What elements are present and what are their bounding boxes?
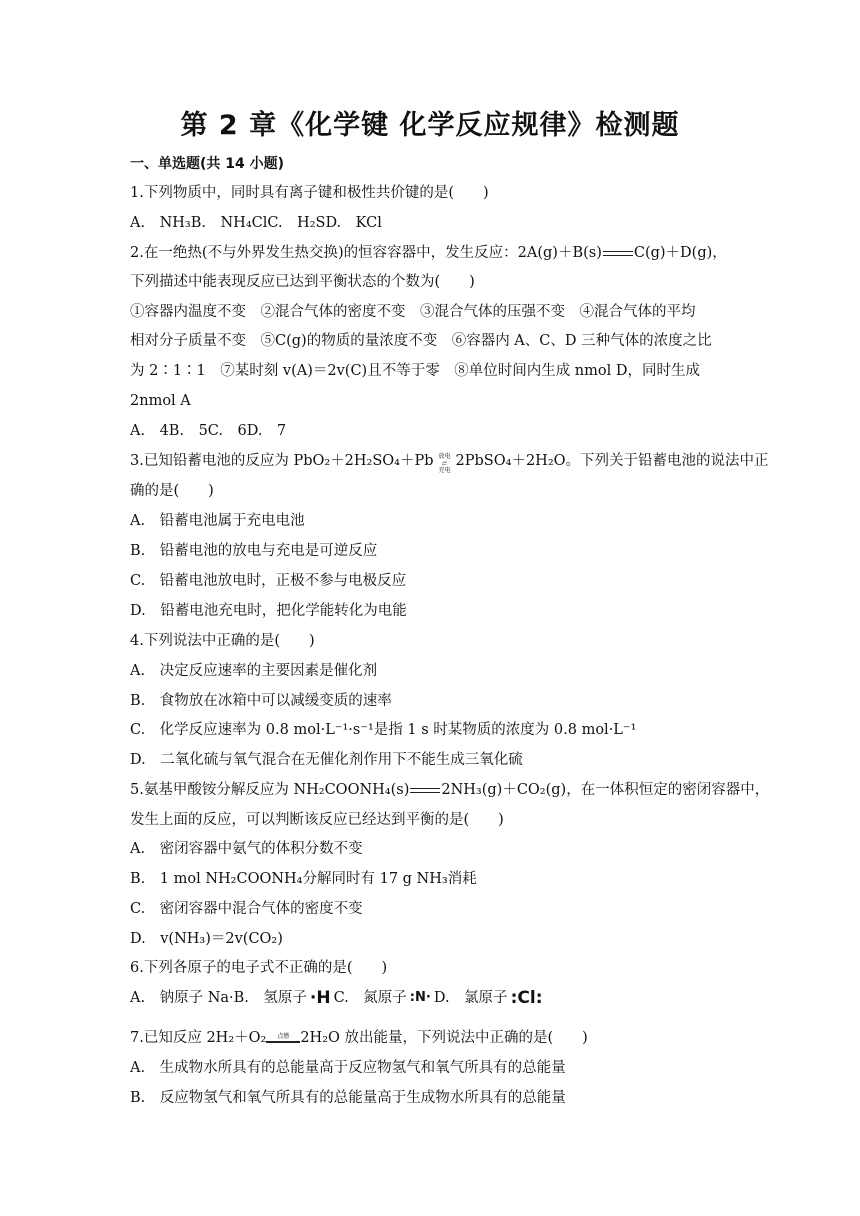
- ignite-arrow-icon: [266, 1033, 300, 1043]
- question-3-text-cont: 2PbSO₄＋2H₂O。下列关于铅蓄电池的说法中正: [455, 453, 769, 469]
- question-6: 6.下列各原子的电子式不正确的是( ): [130, 960, 388, 976]
- question-5-option-b: B. 1 mol NH₂COONH₄分解同时有 17 g NH₃消耗: [130, 871, 477, 887]
- question-5-text: 5.氨基甲酸铵分解反应为 NH₂COONH₄(s): [130, 782, 410, 798]
- question-4-option-d: D. 二氧化硫与氧气混合在无催化剂作用下不能生成三氧化硫: [130, 752, 523, 768]
- question-7-option-b: B. 反应物氢气和氧气所具有的总能量高于生成物水所具有的总能量: [130, 1090, 566, 1106]
- question-2-text-cont: C(g)＋D(g)，: [633, 245, 727, 261]
- hydrogen-symbol: H: [316, 988, 331, 1008]
- question-5-option-d: D. v(NH₃)＝2v(CO₂): [130, 931, 283, 947]
- equilibrium-arrow-icon: [410, 786, 440, 794]
- nitrogen-electron-dot-icon: :N·: [409, 990, 431, 1005]
- question-7-line-1: [130, 1028, 588, 1048]
- document-title: 第 2 章《化学键 化学反应规律》检测题: [180, 110, 680, 141]
- question-3-option-a: A. 铅蓄电池属于充电电池: [130, 513, 305, 529]
- question-4-option-b: B. 食物放在冰箱中可以减缓变质的速率: [130, 693, 392, 709]
- question-5-text-cont: 2NH₃(g)＋CO₂(g)，在一体积恒定的密闭容器中，: [441, 782, 770, 798]
- equilibrium-arrow-icon: [603, 249, 633, 257]
- question-5-line-2: 发生上面的反应，可以判断该反应已经达到平衡的是( ): [130, 812, 504, 828]
- question-2-line-1: [130, 243, 727, 263]
- question-6-option-d: D. 氯原子: [433, 990, 508, 1006]
- question-7-text: 7.已知反应 2H₂＋O₂: [130, 1030, 267, 1046]
- question-3-option-d: D. 铅蓄电池充电时，把化学能转化为电能: [130, 603, 407, 619]
- hydrogen-electron-dot-icon: ·H: [309, 988, 331, 1008]
- section-heading: 一、单选题(共 14 小题): [130, 156, 285, 172]
- question-6-option-ab: A. 钠原子 Na·B. 氢原子: [130, 990, 307, 1006]
- question-3-option-c: C. 铅蓄电池放电时，正极不参与电极反应: [130, 573, 407, 589]
- question-4-option-a: A. 决定反应速率的主要因素是催化剂: [130, 663, 378, 679]
- chlorine-electron-dot-icon: :Cl:: [510, 988, 543, 1008]
- question-5-option-c: C. 密闭容器中混合气体的密度不变: [130, 901, 363, 917]
- charge-label: 充电: [438, 467, 451, 474]
- question-3-text: 3.已知铅蓄电池的反应为 PbO₂＋2H₂SO₄＋Pb: [130, 453, 434, 469]
- question-2-line-2: 下列描述中能表现反应已达到平衡状态的个数为( ): [130, 274, 475, 290]
- question-2-line-6: 2nmol A: [130, 393, 191, 409]
- question-2-options: A. 4B. 5C. 6D. 7: [130, 423, 287, 439]
- question-4: 4.下列说法中正确的是( ): [130, 633, 315, 649]
- ignite-label: 点燃: [277, 1033, 290, 1040]
- question-4-option-c: C. 化学反应速率为 0.8 mol·L⁻¹·s⁻¹是指 1 s 时某物质的浓度为 0.8 mol·L⁻¹: [130, 722, 637, 738]
- discharge-label: 放电: [438, 453, 451, 460]
- question-3-option-b: B. 铅蓄电池的放电与充电是可逆反应: [130, 543, 378, 559]
- question-1-options: A. NH₃B. NH₄ClC. H₂SD. KCl: [130, 215, 382, 231]
- question-2-line-4: 相对分子质量不变 ⑤C(g)的物质的量浓度不变 ⑥容器内 A、C、D 三种气体的浓度之比: [130, 333, 712, 349]
- question-2-line-3: ①容器内温度不变 ②混合气体的密度不变 ③混合气体的压强不变 ④混合气体的平均: [130, 304, 696, 320]
- question-2-text: 2.在一绝热(不与外界发生热交换)的恒容容器中，发生反应：2A(g)＋B(s): [130, 245, 602, 261]
- question-3-line-1: [130, 451, 769, 474]
- question-7-option-a: A. 生成物水所具有的总能量高于反应物氢气和氧气所具有的总能量: [130, 1060, 566, 1076]
- question-3-line-2: 确的是( ): [130, 483, 214, 499]
- chlorine-symbol: Cl: [517, 988, 536, 1008]
- question-5-option-a: A. 密闭容器中氨气的体积分数不变: [130, 841, 363, 857]
- nitrogen-symbol: N: [415, 990, 426, 1005]
- question-2-line-5: 为 2∶1∶1 ⑦某时刻 v(A)＝2v(C)且不等于零 ⑧单位时间内生成 nmol D，同时生成: [130, 363, 700, 379]
- question-1: 1.下列物质中，同时具有离子键和极性共价键的是( ): [130, 185, 489, 201]
- question-6-option-c: C. 氮原子: [333, 990, 407, 1006]
- discharge-charge-arrow-icon: 放电 ⇄ 充电: [438, 453, 451, 474]
- question-7-text-cont: 2H₂O 放出能量，下列说法中正确的是( ): [300, 1030, 588, 1046]
- question-5-line-1: [130, 780, 769, 800]
- question-6-options: [130, 988, 546, 1008]
